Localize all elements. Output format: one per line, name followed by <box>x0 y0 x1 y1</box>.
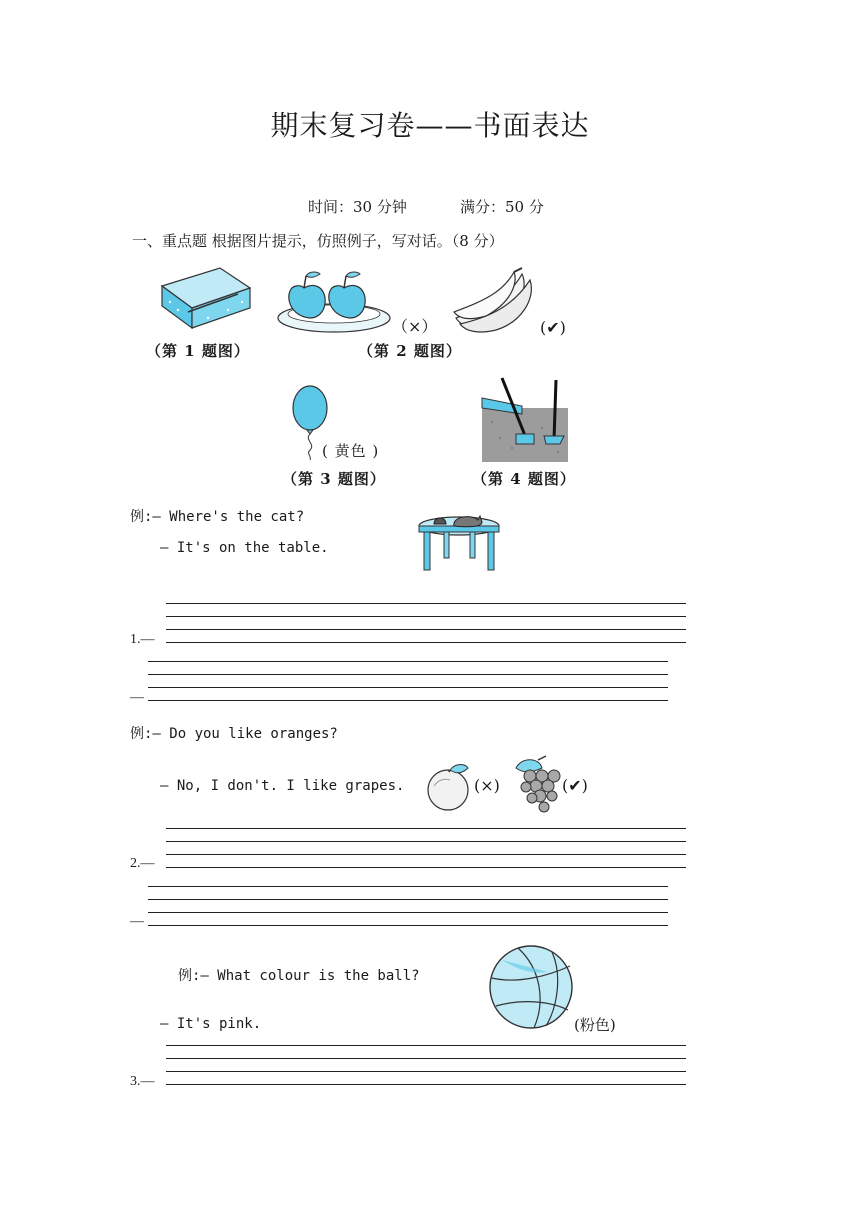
example-2-mark-cross: (×) <box>474 776 500 795</box>
page-title: 期末复习卷——书面表达 <box>270 109 590 142</box>
time-limit: 时间：30 分钟 <box>308 198 407 216</box>
picture-2-caption: （第 2 题图） <box>358 342 462 360</box>
table-cat-icon <box>416 514 502 574</box>
example-1-answer: — It's on the table. <box>160 540 329 556</box>
example-3-question: 例:— What colour is the ball? <box>178 968 420 984</box>
question-2-dash: — <box>130 914 144 929</box>
question-1-dash: — <box>130 690 144 705</box>
pencil-case-icon <box>158 266 254 332</box>
example-1-question: 例:— Where's the cat? <box>130 509 305 525</box>
apples-icon <box>276 268 394 334</box>
grapes-icon <box>512 756 566 816</box>
section-heading: 一、重点题 根据图片提示，仿照例子，写对话。（8 分） <box>132 232 504 250</box>
picture-3-caption: （第 3 题图） <box>282 470 386 488</box>
picture-2-mark-check: (✔) <box>540 318 566 337</box>
example-3-answer: — It's pink. <box>160 1016 262 1032</box>
example-2-question: 例:— Do you like oranges? <box>130 726 338 742</box>
orange-icon <box>424 760 472 812</box>
picture-4-caption: （第 4 题图） <box>472 470 576 488</box>
question-3-number: 3.— <box>130 1074 155 1089</box>
example-2-answer: — No, I don't. I like grapes. <box>160 778 405 794</box>
picture-2-mark-cross: （×） <box>392 317 438 336</box>
question-1-number: 1.— <box>130 632 155 647</box>
question-2-number: 2.— <box>130 856 155 871</box>
basketball-icon <box>488 944 574 1030</box>
example-2-mark-check: (✔) <box>562 776 588 795</box>
picture-1-caption: （第 1 题图） <box>146 342 250 360</box>
example-3-color-note: (粉色) <box>574 1016 616 1034</box>
picture-3-color-note: ( 黄色 ) <box>322 442 380 460</box>
full-score: 满分：50 分 <box>460 198 544 216</box>
bananas-icon <box>452 268 540 334</box>
sweeping-icon <box>482 378 568 462</box>
